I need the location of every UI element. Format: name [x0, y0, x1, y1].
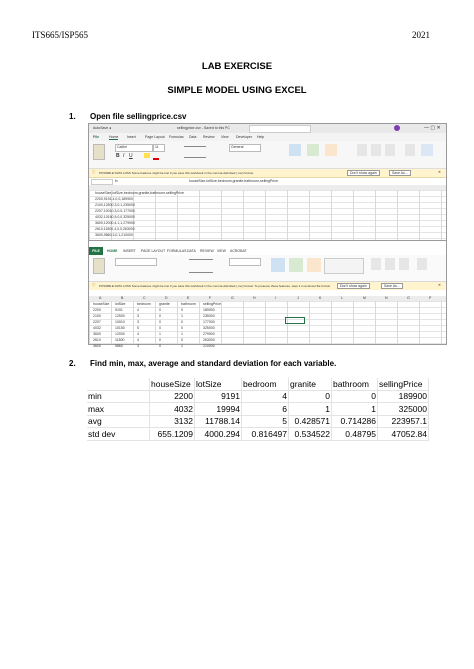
data-cell[interactable]: 1	[159, 332, 161, 336]
paste-icon-2[interactable]	[93, 258, 105, 274]
tab-review[interactable]: Review	[203, 135, 215, 139]
data-cell[interactable]: 1	[181, 314, 183, 318]
value-cell: 11788.14	[195, 415, 242, 428]
tab-formulas[interactable]: Formulas	[169, 135, 184, 139]
value-cell: 6	[242, 403, 289, 416]
tab-view-2[interactable]: VIEW	[217, 249, 226, 253]
data-cell[interactable]: 1	[181, 344, 183, 348]
format-table-icon[interactable]	[307, 144, 319, 156]
header-cell: bathroom	[332, 378, 378, 390]
value-cell: 655.1209	[150, 428, 195, 441]
styles-gallery[interactable]	[324, 258, 364, 274]
value-cell: 0.48795	[332, 428, 378, 441]
value-cell: 0.534522	[289, 428, 332, 441]
tab-data-2[interactable]: DATA	[187, 249, 196, 253]
stats-row-avg	[87, 415, 429, 428]
tab-file[interactable]: File	[93, 135, 100, 139]
data-cell[interactable]: 235000	[203, 314, 215, 318]
sort-icon-2[interactable]	[417, 258, 427, 270]
dont-show-again-button-2[interactable]: Don't show again	[337, 283, 370, 289]
ribbon-tabs	[89, 133, 446, 141]
worksheet-row[interactable]: houseSize,lotSize,bedroom,granite,bathroom,sellingPrice	[95, 191, 184, 195]
excel-screenshot-1	[88, 123, 447, 242]
data-header-cell[interactable]: lotSize	[115, 302, 126, 306]
value-cell: 19994	[195, 403, 242, 416]
data-cell[interactable]: 263000	[203, 338, 215, 342]
data-cell[interactable]: 0	[159, 326, 161, 330]
header-cell: sellingPrice	[378, 378, 429, 390]
sort-filter-icon[interactable]	[405, 144, 415, 156]
ribbon-toolbar-2	[89, 255, 446, 282]
header-cell: lotSize	[195, 378, 242, 390]
data-cell[interactable]: 3600	[93, 332, 101, 336]
data-cell[interactable]: 1	[181, 332, 183, 336]
info-icon: ⓘ	[92, 170, 96, 174]
window-controls-icon[interactable]: — ▢ ✕	[424, 125, 441, 131]
delete-cells-icon[interactable]	[371, 144, 381, 156]
value-cell: 4000.294	[195, 428, 242, 441]
row-label: min	[87, 390, 150, 403]
search-input[interactable]	[249, 125, 311, 133]
column-header[interactable]: A	[99, 296, 102, 300]
worksheet-row[interactable]: 2100,12500,3,0,1,235000	[95, 203, 135, 207]
conditional-format-icon[interactable]	[289, 144, 301, 156]
excel-screenshot-2	[88, 240, 447, 348]
worksheet-grid-2[interactable]	[89, 301, 446, 344]
ribbon-tabs-2	[89, 247, 446, 255]
number-format-2[interactable]	[229, 258, 261, 266]
tab-insert-2[interactable]: INSERT	[123, 249, 136, 253]
worksheet-grid[interactable]	[89, 190, 446, 241]
header-cell: granite	[289, 378, 332, 390]
tab-review-2[interactable]: REVIEW	[200, 249, 214, 253]
avatar[interactable]	[394, 125, 400, 131]
value-cell: 3132	[150, 415, 195, 428]
data-header-cell[interactable]: granite	[159, 302, 170, 306]
column-header[interactable]: B	[121, 296, 124, 300]
data-cell[interactable]: 4	[137, 308, 139, 312]
value-cell: 4032	[150, 403, 195, 416]
data-header-cell[interactable]: sellingPrice	[203, 302, 221, 306]
data-cell[interactable]: 0	[181, 326, 183, 330]
data-cell[interactable]: 4	[137, 332, 139, 336]
column-header[interactable]: P	[429, 296, 432, 300]
tab-developer[interactable]: Developer	[236, 135, 252, 139]
data-cell[interactable]: 9191	[115, 308, 123, 312]
delete-icon-2[interactable]	[385, 258, 395, 270]
header-cell: bedroom	[242, 378, 289, 390]
tab-acrobat-2[interactable]: ACROBAT	[230, 249, 247, 253]
data-header-cell[interactable]: bedroom	[137, 302, 151, 306]
year: 2021	[412, 30, 430, 40]
value-cell: 1	[332, 403, 378, 416]
tab-formulas-2[interactable]: FORMULAS	[167, 249, 187, 253]
worksheet-row[interactable]: 4032,10150,5,0,0,325000	[95, 215, 135, 219]
format-cells-icon[interactable]	[385, 144, 395, 156]
column-header[interactable]: K	[319, 296, 322, 300]
value-cell: 0.816497	[242, 428, 289, 441]
title-bar: AutoSave ● sellingprice.csv - Saved to this PC — ▢ ✕	[89, 124, 446, 133]
column-header[interactable]: E	[187, 296, 190, 300]
column-header[interactable]: M	[363, 296, 366, 300]
data-cell[interactable]: 189900	[203, 308, 215, 312]
column-header[interactable]: G	[231, 296, 234, 300]
tab-data[interactable]: Data	[189, 135, 197, 139]
column-header[interactable]: F	[209, 296, 212, 300]
data-cell[interactable]: 5	[137, 326, 139, 330]
format-icon-2[interactable]	[399, 258, 409, 270]
ribbon-toolbar	[89, 141, 446, 169]
step-1-text: Open file sellingprice.csv	[90, 112, 187, 121]
underline-icon[interactable]: U	[129, 153, 133, 159]
value-cell: 223957.1	[378, 415, 429, 428]
dont-show-again-button[interactable]: Don't show again	[347, 170, 380, 176]
selected-cell[interactable]	[285, 317, 305, 324]
value-cell: 47052.84	[378, 428, 429, 441]
value-cell: 0	[332, 390, 378, 403]
value-cell: 9191	[195, 390, 242, 403]
data-cell[interactable]: 11800	[115, 338, 125, 342]
data-cell[interactable]: 3	[137, 314, 139, 318]
stats-row-std-dev	[87, 428, 429, 441]
worksheet-row[interactable]: 2610,11800,4,0,0,263000	[95, 227, 135, 231]
cell-styles-icon-2[interactable]	[307, 258, 321, 272]
fill-color-icon[interactable]	[144, 153, 150, 158]
close-icon-2[interactable]: ✕	[438, 283, 441, 287]
value-cell: 2200	[150, 390, 195, 403]
data-cell[interactable]: 210000	[203, 344, 215, 348]
data-header-cell[interactable]: houseSize	[93, 302, 110, 306]
data-cell[interactable]: 3	[137, 320, 139, 324]
column-header[interactable]: H	[253, 296, 256, 300]
step-2-number: 2.	[69, 359, 76, 368]
stats-header-row	[87, 378, 429, 390]
data-cell[interactable]: 0	[159, 338, 161, 342]
tab-home-2[interactable]: HOME	[107, 249, 118, 253]
italic-icon[interactable]: I	[123, 153, 125, 159]
column-header[interactable]: N	[385, 296, 388, 300]
data-cell[interactable]: 0	[159, 314, 161, 318]
worksheet-row[interactable]: 3600,12000,4,1,1,279900	[95, 221, 135, 225]
save-as-button-2[interactable]: Save As...	[381, 283, 403, 289]
stats-row-min	[87, 390, 429, 403]
data-cell[interactable]: 12000	[115, 332, 125, 336]
insert-cells-icon[interactable]	[357, 144, 367, 156]
data-header-cell[interactable]: bathroom	[181, 302, 196, 306]
insert-icon-2[interactable]	[371, 258, 381, 270]
column-header[interactable]: L	[341, 296, 343, 300]
row-label: avg	[87, 415, 150, 428]
corner-cell	[87, 378, 150, 390]
course-code: ITS665/ISP565	[32, 30, 89, 40]
tab-home[interactable]: Home	[109, 135, 119, 139]
message-text: POSSIBLE DATA LOSS Some features might be lost if you save this workbook in the comma-delimited (.csv) format.	[99, 171, 254, 175]
info-icon-2: ⓘ	[92, 283, 96, 287]
stats-table	[87, 378, 429, 441]
data-cell[interactable]: 177000	[203, 320, 215, 324]
value-cell: 1	[289, 403, 332, 416]
value-cell: 0	[289, 390, 332, 403]
data-loss-message	[89, 169, 446, 178]
value-cell: 325000	[378, 403, 429, 416]
tab-file-2[interactable]: FILE	[89, 247, 103, 255]
data-cell[interactable]: 3	[137, 344, 139, 348]
paste-icon[interactable]	[93, 144, 105, 160]
data-cell[interactable]: 10010	[115, 320, 125, 324]
page-title: LAB EXERCISE	[201, 61, 273, 72]
tab-help[interactable]: Help	[257, 135, 265, 139]
data-cell[interactable]: 0	[181, 320, 183, 324]
data-cell[interactable]: 2610	[93, 338, 101, 342]
data-cell[interactable]: 0	[181, 338, 183, 342]
number-format-select[interactable]: General	[229, 144, 261, 152]
step-2-text: Find min, max, average and standard deviation for each variable.	[90, 359, 337, 368]
row-label: max	[87, 403, 150, 416]
column-header[interactable]: C	[143, 296, 146, 300]
message-text-2: POSSIBLE DATA LOSS Some features might be lost if you save this workbook in the comma-delimited (.csv) format. To preserve these features, save it in an Excel file format.	[99, 284, 331, 288]
data-cell[interactable]: 9860	[115, 344, 123, 348]
data-cell[interactable]: 12500	[115, 314, 125, 318]
conditional-format-icon-2[interactable]	[271, 258, 285, 272]
data-cell[interactable]: 279900	[203, 332, 215, 336]
worksheet-row[interactable]: 2207,10010,3,0,0,177000	[95, 209, 135, 213]
row-label: std dev	[87, 428, 150, 441]
formula-input[interactable]: houseSize,lotSize,bedroom,granite,bathroom,sellingPrice	[189, 179, 278, 183]
value-cell: 4	[242, 390, 289, 403]
data-cell[interactable]: 3600	[93, 344, 101, 348]
page-subtitle: SIMPLE MODEL USING EXCEL	[167, 85, 307, 96]
font-size-select[interactable]: 11	[153, 144, 165, 152]
fx-icon: fx	[115, 179, 118, 183]
stats-row-max	[87, 403, 429, 416]
data-cell[interactable]: 2200	[93, 308, 101, 312]
value-cell: 189900	[378, 390, 429, 403]
tab-page-layout[interactable]: Page Layout	[145, 135, 165, 139]
data-cell[interactable]: 10150	[115, 326, 125, 330]
worksheet-row[interactable]: 3600,9860,3,0,1,210000	[95, 233, 133, 237]
data-cell[interactable]: 4032	[93, 326, 101, 330]
value-cell: 5	[242, 415, 289, 428]
align-icon-2[interactable]	[189, 259, 213, 273]
data-cell[interactable]: 0	[181, 308, 183, 312]
font-color-icon[interactable]	[153, 153, 159, 160]
tab-page-layout-2[interactable]: PAGE LAYOUT	[141, 249, 166, 253]
data-cell[interactable]: 2100	[93, 314, 101, 318]
column-header[interactable]: D	[165, 296, 168, 300]
data-cell[interactable]: 0	[159, 344, 161, 348]
header-cell: houseSize	[150, 378, 195, 390]
align-icon[interactable]	[184, 146, 206, 158]
data-cell[interactable]: 4	[137, 338, 139, 342]
data-cell[interactable]: 0	[159, 320, 161, 324]
font-select-2[interactable]	[115, 258, 157, 266]
data-cell[interactable]: 2207	[93, 320, 101, 324]
data-cell[interactable]: 325000	[203, 326, 215, 330]
column-header[interactable]: I	[275, 296, 276, 300]
format-table-icon-2[interactable]	[289, 258, 303, 272]
cell-styles-icon[interactable]	[325, 144, 337, 156]
column-header[interactable]: O	[407, 296, 410, 300]
close-icon[interactable]: ✕	[438, 170, 441, 174]
step-1-number: 1.	[69, 112, 76, 121]
save-as-button[interactable]: Save As...	[389, 170, 411, 176]
value-cell: 0.714286	[332, 415, 378, 428]
bold-icon[interactable]: B	[116, 153, 120, 159]
data-cell[interactable]: 0	[159, 308, 161, 312]
tab-insert[interactable]: Insert	[127, 135, 136, 139]
ideas-icon[interactable]	[421, 144, 433, 156]
font-name-select[interactable]: Calibri	[115, 144, 153, 152]
column-header[interactable]: J	[297, 296, 299, 300]
tab-view[interactable]: View	[221, 135, 229, 139]
worksheet-row[interactable]: 2200,9191,4,0,0,189900	[95, 197, 133, 201]
value-cell: 0.428571	[289, 415, 332, 428]
